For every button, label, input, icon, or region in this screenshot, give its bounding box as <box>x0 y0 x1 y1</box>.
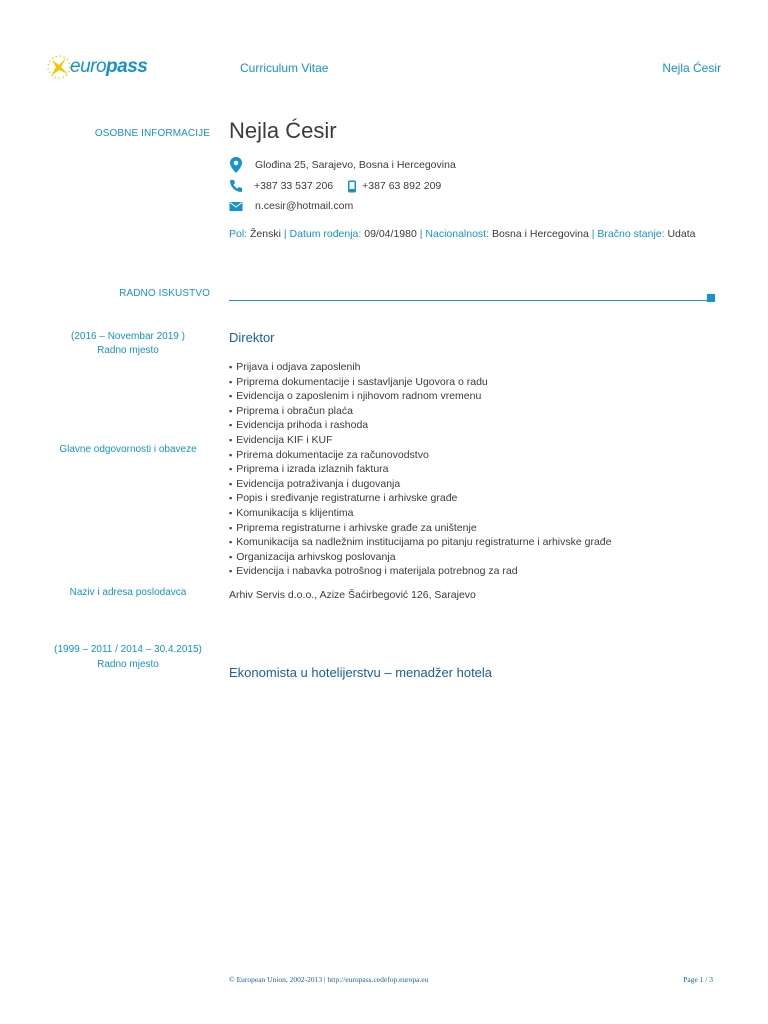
phone-icon <box>229 179 243 193</box>
job-2-position-label: Radno mjesto <box>97 659 159 670</box>
footer-copyright: © European Union, 2002-2013 | http://europass.cedefop.europa.eu <box>229 975 429 984</box>
list-item: ▪ Prirema dokumentacije za računovodstvo <box>229 448 611 463</box>
section-label-personal: OSOBNE INFORMACIJE <box>94 128 210 139</box>
section-divider-line <box>229 300 707 301</box>
section-divider-square <box>707 294 715 302</box>
job-1-title: Direktor <box>229 330 275 345</box>
section-label-work: RADNO ISKUSTVO <box>119 288 210 299</box>
job-1-position-label: Radno mjesto <box>97 345 159 356</box>
job-2-title: Ekonomista u hotelijerstvu – menadžer hotela <box>229 665 493 680</box>
list-item: ▪ Evidencija o zaposlenim i njihovom radnom vremenu <box>229 389 611 404</box>
list-item: ▪ Evidencija potraživanja i dugovanja <box>229 477 611 492</box>
europass-logo-text: europass <box>70 56 148 77</box>
list-item: ▪ Prijava i odjava zaposlenih <box>229 360 611 375</box>
list-item: ▪ Organizacija arhivskog poslovanja <box>229 550 611 565</box>
mobile-text: +387 63 892 209 <box>362 180 442 192</box>
list-item: ▪ Priprema i izrada izlaznih faktura <box>229 462 611 477</box>
phone-text: +387 33 537 206 <box>254 180 334 192</box>
address-text: Glođina 25, Sarajevo, Bosna i Hercegovina <box>255 159 456 171</box>
list-item: ▪ Komunikacija s klijentima <box>229 506 611 521</box>
mobile-icon <box>347 180 357 193</box>
list-item: ▪ Evidencija KIF i KUF <box>229 433 611 448</box>
phone-row <box>229 179 441 193</box>
personal-details-line: Pol: Ženski | Datum rođenja: 09/04/1980 | Nacionalnost: Bosna i Hercegovina | Bračno stanje: Udata <box>229 228 696 240</box>
gender-label: Pol: <box>229 228 248 240</box>
job-2-dates: (1999 – 2011 / 2014 – 30.4.2015) <box>54 644 202 655</box>
location-pin-icon <box>229 157 243 173</box>
marital-value: Udata <box>667 228 696 240</box>
footer-page-number: Page 1 / 3 <box>683 975 713 984</box>
list-item: ▪ Evidencija i nabavka potrošnog i materijala potrebnog za rad <box>229 564 611 579</box>
job-1-employer: Arhiv Servis d.o.o., Azize Šaćirbegović 126, Sarajevo <box>229 589 476 601</box>
list-item: ▪ Priprema i obračun plaća <box>229 404 611 419</box>
list-item: ▪ Komunikacija sa nadležnim institucijama po pitanju registraturne i arhivske građe <box>229 535 611 550</box>
document-title: Curriculum Vitae <box>240 61 329 75</box>
email-icon <box>229 200 243 212</box>
email-text[interactable]: n.cesir@hotmail.com <box>255 200 354 212</box>
job-1-employer-label: Naziv i adresa poslodavca <box>69 587 187 598</box>
person-name: Nejla Ćesir <box>229 118 337 143</box>
europass-logo <box>44 50 147 84</box>
marital-label: Bračno stanje: <box>597 228 665 240</box>
nationality-label: Nacionalnost: <box>425 228 490 240</box>
dob-label: Datum rođenja: <box>289 228 362 240</box>
header-person-name: Nejla Ćesir <box>662 61 721 75</box>
job-1-duties-list <box>229 360 611 579</box>
job-1-duties-label: Glavne odgovornosti i obaveze <box>59 444 197 455</box>
list-item: ▪ Priprema registraturne i arhivske građe za uništenje <box>229 521 611 536</box>
list-item: ▪ Popis i sređivanje registraturne i arhivske građe <box>229 491 611 506</box>
gender-value: Ženski <box>250 228 281 240</box>
dob-value: 09/04/1980 <box>364 228 417 240</box>
job-1-dates: (2016 – Novembar 2019 ) <box>71 331 185 342</box>
nationality-value: Bosna i Hercegovina <box>491 228 589 240</box>
address-row <box>229 157 456 173</box>
email-row <box>229 200 353 212</box>
list-item: ▪ Priprema dokumentacije i sastavljanje Ugovora o radu <box>229 375 611 390</box>
list-item: ▪ Evidencija prihoda i rashoda <box>229 418 611 433</box>
